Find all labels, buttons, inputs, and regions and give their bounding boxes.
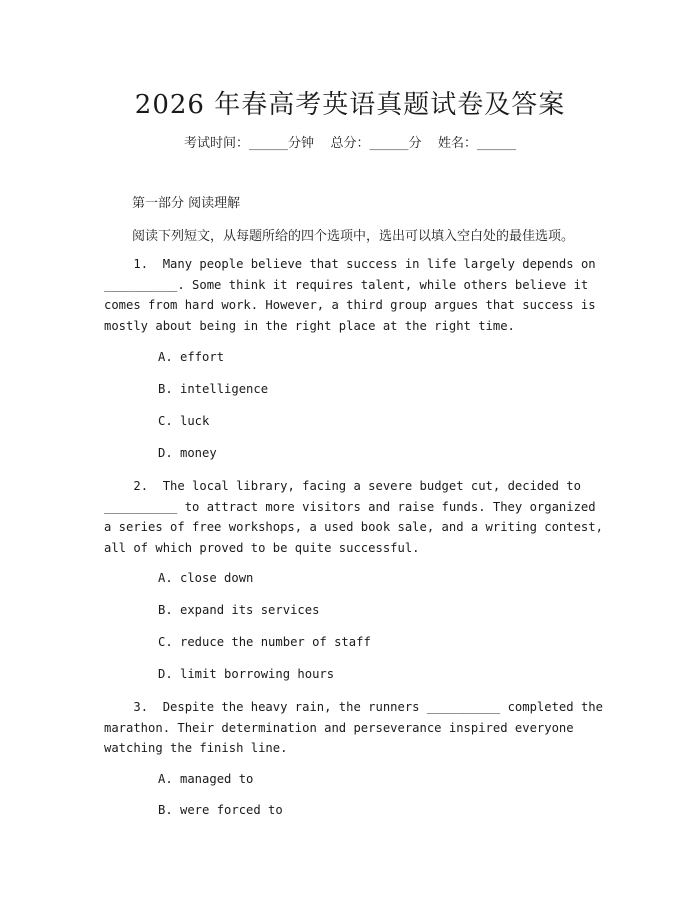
question-3-option-a: A. managed to xyxy=(158,772,254,786)
question-2-option-d: D. limit borrowing hours xyxy=(158,667,335,681)
section-title: 第一部分 阅读理解 xyxy=(132,196,241,211)
page-title: 2026 年春高考英语真题试卷及答案 xyxy=(134,90,566,120)
question-1-option-b: B. intelligence xyxy=(158,382,269,396)
question-3-text: 3. Despite the heavy rain, the runners __________ completed the marathon. Their determination and perseverance inspired everyone watching the finish line. xyxy=(104,700,611,755)
question-1-option-a: A. effort xyxy=(158,350,225,364)
question-2-text: 2. The local library, facing a severe budget cut, decided to __________ to attract more visitors and raise funds. They organized a series of free workshops, a used book sale, and a writing contest, all of which proved to be quite successful. xyxy=(104,479,611,555)
question-2-option-c: C. reduce the number of staff xyxy=(158,635,371,649)
question-1-option-c: C. luck xyxy=(158,414,210,428)
question-2-option-b: B. expand its services xyxy=(158,603,320,617)
question-2-option-a: A. close down xyxy=(158,571,254,585)
instructions: 阅读下列短文，从每题所给的四个选项中，选出可以填入空白处的最佳选项。 xyxy=(132,229,575,244)
exam-meta-line: 考试时间：______分钟 总分：______分 姓名：______ xyxy=(183,136,517,151)
question-1-text: 1. Many people believe that success in life largely depends on __________. Some think it requires talent, while others believe it comes from hard work. However, a third group argues that success is mostly about being in the right place at the right time. xyxy=(104,257,603,333)
question-1-option-d: D. money xyxy=(158,446,217,460)
question-3-option-b: B. were forced to xyxy=(158,803,283,817)
